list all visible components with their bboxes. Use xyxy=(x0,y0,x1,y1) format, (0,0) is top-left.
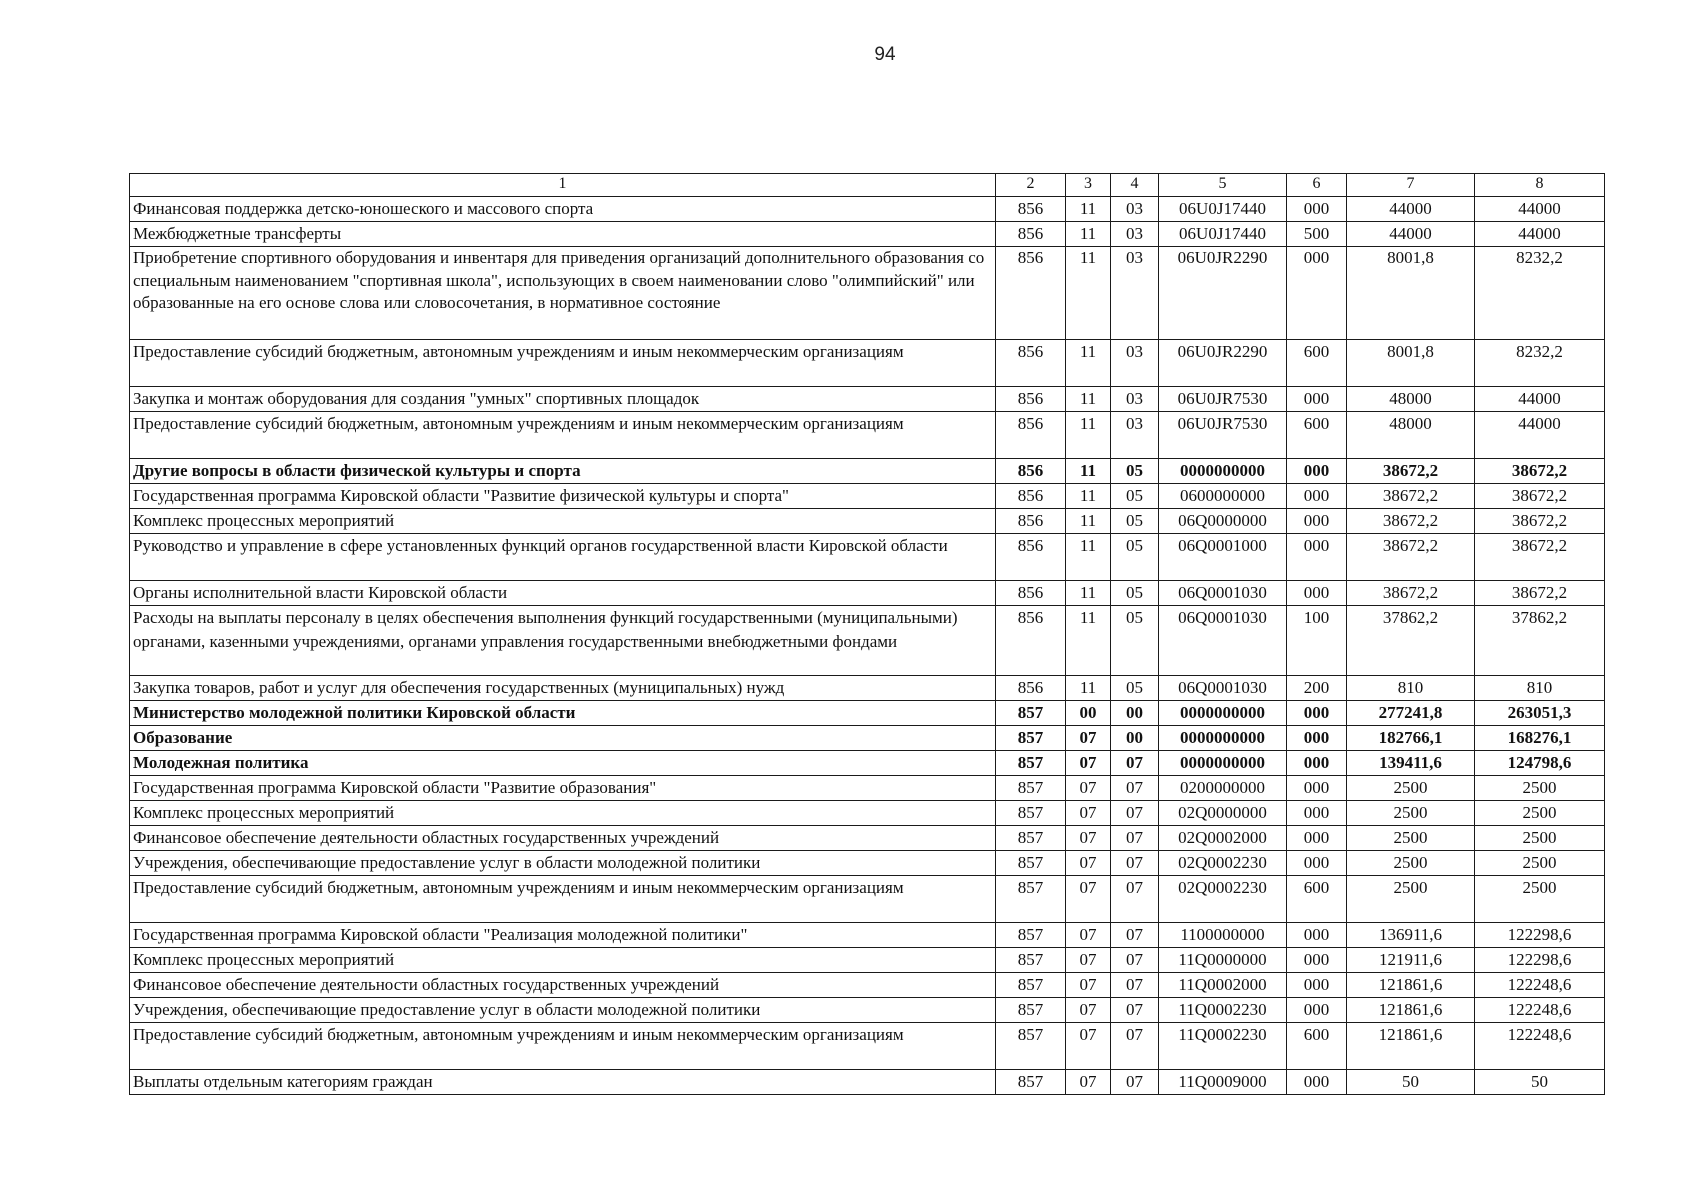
amount-year1-cell: 2500 xyxy=(1347,801,1475,826)
subsection-code-cell: 07 xyxy=(1111,776,1159,801)
table-row xyxy=(130,484,1605,509)
ministry-code-cell: 856 xyxy=(996,581,1066,606)
amount-year2-cell: 2500 xyxy=(1475,876,1605,923)
target-article-cell: 0000000000 xyxy=(1159,459,1287,484)
amount-year1-cell: 810 xyxy=(1347,676,1475,701)
target-article-cell: 0200000000 xyxy=(1159,776,1287,801)
item-name-cell: Образование xyxy=(130,726,996,751)
target-article-cell: 0000000000 xyxy=(1159,751,1287,776)
target-article-cell: 06U0J17440 xyxy=(1159,197,1287,222)
ministry-code-cell: 857 xyxy=(996,923,1066,948)
subsection-code-cell: 03 xyxy=(1111,247,1159,340)
target-article-cell: 06Q0001030 xyxy=(1159,676,1287,701)
ministry-code-cell: 857 xyxy=(996,826,1066,851)
amount-year2-cell: 2500 xyxy=(1475,776,1605,801)
table-row xyxy=(130,948,1605,973)
ministry-code-cell: 857 xyxy=(996,726,1066,751)
item-name-cell: Другие вопросы в области физической культуры и спорта xyxy=(130,459,996,484)
header-cell: 2 xyxy=(996,174,1066,197)
subsection-code-cell: 07 xyxy=(1111,948,1159,973)
subsection-code-cell: 07 xyxy=(1111,923,1159,948)
target-article-cell: 0600000000 xyxy=(1159,484,1287,509)
amount-year1-cell: 136911,6 xyxy=(1347,923,1475,948)
item-name-cell: Молодежная политика xyxy=(130,751,996,776)
item-name-cell: Комплекс процессных мероприятий xyxy=(130,801,996,826)
expense-type-cell: 600 xyxy=(1287,340,1347,387)
subsection-code-cell: 07 xyxy=(1111,801,1159,826)
table-row xyxy=(130,826,1605,851)
target-article-cell: 06U0J17440 xyxy=(1159,222,1287,247)
header-cell: 1 xyxy=(130,174,996,197)
subsection-code-cell: 05 xyxy=(1111,676,1159,701)
header-cell: 3 xyxy=(1066,174,1111,197)
subsection-code-cell: 05 xyxy=(1111,509,1159,534)
item-name-cell: Предоставление субсидий бюджетным, автономным учреждениям и иным некоммерческим организациям xyxy=(130,340,996,387)
section-code-cell: 07 xyxy=(1066,851,1111,876)
amount-year1-cell: 38672,2 xyxy=(1347,459,1475,484)
amount-year1-cell: 121911,6 xyxy=(1347,948,1475,973)
item-name-cell: Предоставление субсидий бюджетным, автономным учреждениям и иным некоммерческим организациям xyxy=(130,412,996,459)
section-code-cell: 11 xyxy=(1066,222,1111,247)
amount-year2-cell: 37862,2 xyxy=(1475,606,1605,676)
section-code-cell: 11 xyxy=(1066,509,1111,534)
section-code-cell: 11 xyxy=(1066,197,1111,222)
amount-year2-cell: 44000 xyxy=(1475,412,1605,459)
expense-type-cell: 000 xyxy=(1287,851,1347,876)
ministry-code-cell: 856 xyxy=(996,222,1066,247)
ministry-code-cell: 856 xyxy=(996,412,1066,459)
section-code-cell: 11 xyxy=(1066,459,1111,484)
amount-year2-cell: 38672,2 xyxy=(1475,509,1605,534)
table-row xyxy=(130,851,1605,876)
ministry-code-cell: 856 xyxy=(996,247,1066,340)
table-row xyxy=(130,581,1605,606)
subsection-code-cell: 03 xyxy=(1111,340,1159,387)
amount-year1-cell: 38672,2 xyxy=(1347,534,1475,581)
amount-year2-cell: 122248,6 xyxy=(1475,1023,1605,1070)
ministry-code-cell: 857 xyxy=(996,1070,1066,1095)
ministry-code-cell: 857 xyxy=(996,1023,1066,1070)
table-row xyxy=(130,606,1605,676)
expense-type-cell: 100 xyxy=(1287,606,1347,676)
target-article-cell: 11Q0002000 xyxy=(1159,973,1287,998)
section-code-cell: 07 xyxy=(1066,948,1111,973)
table-row xyxy=(130,1023,1605,1070)
section-code-cell: 07 xyxy=(1066,1070,1111,1095)
amount-year2-cell: 122248,6 xyxy=(1475,973,1605,998)
subsection-code-cell: 07 xyxy=(1111,1023,1159,1070)
ministry-code-cell: 857 xyxy=(996,851,1066,876)
ministry-code-cell: 857 xyxy=(996,701,1066,726)
amount-year2-cell: 263051,3 xyxy=(1475,701,1605,726)
expense-type-cell: 000 xyxy=(1287,247,1347,340)
target-article-cell: 06Q0001000 xyxy=(1159,534,1287,581)
amount-year1-cell: 48000 xyxy=(1347,387,1475,412)
subsection-code-cell: 05 xyxy=(1111,459,1159,484)
amount-year1-cell: 2500 xyxy=(1347,876,1475,923)
table-row xyxy=(130,197,1605,222)
table-row xyxy=(130,1070,1605,1095)
target-article-cell: 02Q0002000 xyxy=(1159,826,1287,851)
amount-year1-cell: 277241,8 xyxy=(1347,701,1475,726)
expense-type-cell: 000 xyxy=(1287,484,1347,509)
expense-type-cell: 000 xyxy=(1287,801,1347,826)
ministry-code-cell: 856 xyxy=(996,387,1066,412)
amount-year1-cell: 44000 xyxy=(1347,197,1475,222)
target-article-cell: 06Q0000000 xyxy=(1159,509,1287,534)
section-code-cell: 11 xyxy=(1066,484,1111,509)
section-code-cell: 11 xyxy=(1066,387,1111,412)
target-article-cell: 06U0JR7530 xyxy=(1159,412,1287,459)
target-article-cell: 11Q0009000 xyxy=(1159,1070,1287,1095)
item-name-cell: Межбюджетные трансферты xyxy=(130,222,996,247)
amount-year1-cell: 139411,6 xyxy=(1347,751,1475,776)
target-article-cell: 0000000000 xyxy=(1159,701,1287,726)
section-code-cell: 11 xyxy=(1066,247,1111,340)
amount-year2-cell: 2500 xyxy=(1475,801,1605,826)
amount-year1-cell: 2500 xyxy=(1347,776,1475,801)
subsection-code-cell: 07 xyxy=(1111,826,1159,851)
table-row xyxy=(130,923,1605,948)
expense-type-cell: 000 xyxy=(1287,726,1347,751)
expense-type-cell: 000 xyxy=(1287,948,1347,973)
expense-type-cell: 000 xyxy=(1287,1070,1347,1095)
target-article-cell: 11Q0000000 xyxy=(1159,948,1287,973)
expense-type-cell: 000 xyxy=(1287,998,1347,1023)
section-code-cell: 11 xyxy=(1066,412,1111,459)
amount-year1-cell: 121861,6 xyxy=(1347,1023,1475,1070)
target-article-cell: 0000000000 xyxy=(1159,726,1287,751)
expense-type-cell: 000 xyxy=(1287,581,1347,606)
expense-type-cell: 000 xyxy=(1287,534,1347,581)
header-row xyxy=(130,174,1605,197)
target-article-cell: 06U0JR2290 xyxy=(1159,247,1287,340)
expense-type-cell: 000 xyxy=(1287,826,1347,851)
expense-type-cell: 000 xyxy=(1287,751,1347,776)
item-name-cell: Государственная программа Кировской области "Развитие образования" xyxy=(130,776,996,801)
item-name-cell: Комплекс процессных мероприятий xyxy=(130,509,996,534)
section-code-cell: 07 xyxy=(1066,876,1111,923)
amount-year1-cell: 8001,8 xyxy=(1347,340,1475,387)
section-code-cell: 11 xyxy=(1066,534,1111,581)
ministry-code-cell: 856 xyxy=(996,676,1066,701)
target-article-cell: 06Q0001030 xyxy=(1159,581,1287,606)
table-row xyxy=(130,459,1605,484)
item-name-cell: Выплаты отдельным категориям граждан xyxy=(130,1070,996,1095)
ministry-code-cell: 857 xyxy=(996,998,1066,1023)
amount-year1-cell: 38672,2 xyxy=(1347,484,1475,509)
page-number: 94 xyxy=(874,44,896,65)
amount-year1-cell: 121861,6 xyxy=(1347,998,1475,1023)
table-row xyxy=(130,998,1605,1023)
item-name-cell: Финансовое обеспечение деятельности областных государственных учреждений xyxy=(130,826,996,851)
header-cell: 6 xyxy=(1287,174,1347,197)
ministry-code-cell: 857 xyxy=(996,776,1066,801)
budget-table xyxy=(129,173,1605,1095)
target-article-cell: 06U0JR7530 xyxy=(1159,387,1287,412)
amount-year2-cell: 38672,2 xyxy=(1475,484,1605,509)
table-row xyxy=(130,534,1605,581)
header-cell: 8 xyxy=(1475,174,1605,197)
ministry-code-cell: 857 xyxy=(996,948,1066,973)
ministry-code-cell: 856 xyxy=(996,484,1066,509)
amount-year2-cell: 44000 xyxy=(1475,387,1605,412)
table-row xyxy=(130,247,1605,340)
target-article-cell: 11Q0002230 xyxy=(1159,998,1287,1023)
expense-type-cell: 000 xyxy=(1287,459,1347,484)
amount-year1-cell: 2500 xyxy=(1347,826,1475,851)
table-row xyxy=(130,801,1605,826)
item-name-cell: Комплекс процессных мероприятий xyxy=(130,948,996,973)
subsection-code-cell: 00 xyxy=(1111,726,1159,751)
amount-year2-cell: 38672,2 xyxy=(1475,534,1605,581)
amount-year2-cell: 122298,6 xyxy=(1475,923,1605,948)
amount-year2-cell: 122248,6 xyxy=(1475,998,1605,1023)
table-row xyxy=(130,387,1605,412)
subsection-code-cell: 03 xyxy=(1111,197,1159,222)
amount-year2-cell: 168276,1 xyxy=(1475,726,1605,751)
section-code-cell: 07 xyxy=(1066,1023,1111,1070)
item-name-cell: Финансовое обеспечение деятельности областных государственных учреждений xyxy=(130,973,996,998)
expense-type-cell: 200 xyxy=(1287,676,1347,701)
amount-year2-cell: 8232,2 xyxy=(1475,247,1605,340)
ministry-code-cell: 856 xyxy=(996,340,1066,387)
ministry-code-cell: 856 xyxy=(996,509,1066,534)
section-code-cell: 07 xyxy=(1066,826,1111,851)
amount-year1-cell: 44000 xyxy=(1347,222,1475,247)
item-name-cell: Министерство молодежной политики Кировской области xyxy=(130,701,996,726)
table-row xyxy=(130,412,1605,459)
item-name-cell: Финансовая поддержка детско-юношеского и массового спорта xyxy=(130,197,996,222)
ministry-code-cell: 856 xyxy=(996,459,1066,484)
section-code-cell: 07 xyxy=(1066,776,1111,801)
item-name-cell: Приобретение спортивного оборудования и инвентаря для приведения организаций дополнительного образования со специальным наименованием "спортивная школа", использующих в своем наименовании слово "олимпийский" или образованные на его основе слова или словосочетания, в нормативное состояние xyxy=(130,247,996,340)
item-name-cell: Предоставление субсидий бюджетным, автономным учреждениям и иным некоммерческим организациям xyxy=(130,1023,996,1070)
ministry-code-cell: 856 xyxy=(996,197,1066,222)
amount-year2-cell: 38672,2 xyxy=(1475,459,1605,484)
header-cell: 7 xyxy=(1347,174,1475,197)
table-row xyxy=(130,676,1605,701)
subsection-code-cell: 07 xyxy=(1111,973,1159,998)
expense-type-cell: 600 xyxy=(1287,1023,1347,1070)
amount-year1-cell: 2500 xyxy=(1347,851,1475,876)
subsection-code-cell: 03 xyxy=(1111,412,1159,459)
table-row xyxy=(130,726,1605,751)
expense-type-cell: 000 xyxy=(1287,973,1347,998)
section-code-cell: 07 xyxy=(1066,923,1111,948)
expense-type-cell: 000 xyxy=(1287,923,1347,948)
target-article-cell: 1100000000 xyxy=(1159,923,1287,948)
expense-type-cell: 000 xyxy=(1287,701,1347,726)
amount-year1-cell: 121861,6 xyxy=(1347,973,1475,998)
amount-year2-cell: 124798,6 xyxy=(1475,751,1605,776)
subsection-code-cell: 05 xyxy=(1111,581,1159,606)
subsection-code-cell: 07 xyxy=(1111,851,1159,876)
ministry-code-cell: 857 xyxy=(996,801,1066,826)
table-row xyxy=(130,222,1605,247)
header-cell: 5 xyxy=(1159,174,1287,197)
subsection-code-cell: 00 xyxy=(1111,701,1159,726)
section-code-cell: 11 xyxy=(1066,340,1111,387)
item-name-cell: Предоставление субсидий бюджетным, автономным учреждениям и иным некоммерческим организациям xyxy=(130,876,996,923)
table-row xyxy=(130,876,1605,923)
expense-type-cell: 000 xyxy=(1287,509,1347,534)
table-row xyxy=(130,701,1605,726)
item-name-cell: Закупка и монтаж оборудования для создания "умных" спортивных площадок xyxy=(130,387,996,412)
section-code-cell: 11 xyxy=(1066,581,1111,606)
amount-year1-cell: 50 xyxy=(1347,1070,1475,1095)
item-name-cell: Расходы на выплаты персоналу в целях обеспечения выполнения функций государственными (муниципальными) органами, казенными учреждениями, органами управления государственными внебюджетными фондами xyxy=(130,606,996,676)
expense-type-cell: 600 xyxy=(1287,412,1347,459)
ministry-code-cell: 857 xyxy=(996,876,1066,923)
subsection-code-cell: 07 xyxy=(1111,751,1159,776)
section-code-cell: 07 xyxy=(1066,973,1111,998)
subsection-code-cell: 07 xyxy=(1111,1070,1159,1095)
item-name-cell: Закупка товаров, работ и услуг для обеспечения государственных (муниципальных) нужд xyxy=(130,676,996,701)
amount-year1-cell: 37862,2 xyxy=(1347,606,1475,676)
subsection-code-cell: 03 xyxy=(1111,222,1159,247)
ministry-code-cell: 856 xyxy=(996,534,1066,581)
table-row xyxy=(130,340,1605,387)
expense-type-cell: 000 xyxy=(1287,387,1347,412)
expense-type-cell: 000 xyxy=(1287,197,1347,222)
amount-year1-cell: 38672,2 xyxy=(1347,581,1475,606)
amount-year1-cell: 182766,1 xyxy=(1347,726,1475,751)
amount-year2-cell: 810 xyxy=(1475,676,1605,701)
table-row xyxy=(130,751,1605,776)
subsection-code-cell: 07 xyxy=(1111,998,1159,1023)
section-code-cell: 07 xyxy=(1066,801,1111,826)
amount-year2-cell: 50 xyxy=(1475,1070,1605,1095)
subsection-code-cell: 07 xyxy=(1111,876,1159,923)
item-name-cell: Государственная программа Кировской области "Реализация молодежной политики" xyxy=(130,923,996,948)
subsection-code-cell: 05 xyxy=(1111,534,1159,581)
section-code-cell: 07 xyxy=(1066,726,1111,751)
amount-year2-cell: 38672,2 xyxy=(1475,581,1605,606)
target-article-cell: 06Q0001030 xyxy=(1159,606,1287,676)
section-code-cell: 11 xyxy=(1066,606,1111,676)
amount-year1-cell: 48000 xyxy=(1347,412,1475,459)
subsection-code-cell: 03 xyxy=(1111,387,1159,412)
item-name-cell: Учреждения, обеспечивающие предоставление услуг в области молодежной политики xyxy=(130,851,996,876)
amount-year1-cell: 38672,2 xyxy=(1347,509,1475,534)
subsection-code-cell: 05 xyxy=(1111,606,1159,676)
amount-year2-cell: 122298,6 xyxy=(1475,948,1605,973)
header-cell: 4 xyxy=(1111,174,1159,197)
item-name-cell: Государственная программа Кировской области "Развитие физической культуры и спорта" xyxy=(130,484,996,509)
expense-type-cell: 500 xyxy=(1287,222,1347,247)
expense-type-cell: 600 xyxy=(1287,876,1347,923)
section-code-cell: 11 xyxy=(1066,676,1111,701)
table-row xyxy=(130,973,1605,998)
table-row xyxy=(130,776,1605,801)
table-row xyxy=(130,509,1605,534)
section-code-cell: 07 xyxy=(1066,751,1111,776)
amount-year2-cell: 44000 xyxy=(1475,197,1605,222)
amount-year2-cell: 44000 xyxy=(1475,222,1605,247)
ministry-code-cell: 856 xyxy=(996,606,1066,676)
ministry-code-cell: 857 xyxy=(996,751,1066,776)
item-name-cell: Органы исполнительной власти Кировской области xyxy=(130,581,996,606)
target-article-cell: 02Q0002230 xyxy=(1159,851,1287,876)
item-name-cell: Руководство и управление в сфере установленных функций органов государственной власти Кировской области xyxy=(130,534,996,581)
subsection-code-cell: 05 xyxy=(1111,484,1159,509)
amount-year2-cell: 8232,2 xyxy=(1475,340,1605,387)
amount-year2-cell: 2500 xyxy=(1475,826,1605,851)
section-code-cell: 00 xyxy=(1066,701,1111,726)
amount-year1-cell: 8001,8 xyxy=(1347,247,1475,340)
target-article-cell: 06U0JR2290 xyxy=(1159,340,1287,387)
section-code-cell: 07 xyxy=(1066,998,1111,1023)
amount-year2-cell: 2500 xyxy=(1475,851,1605,876)
ministry-code-cell: 857 xyxy=(996,973,1066,998)
target-article-cell: 11Q0002230 xyxy=(1159,1023,1287,1070)
target-article-cell: 02Q0002230 xyxy=(1159,876,1287,923)
target-article-cell: 02Q0000000 xyxy=(1159,801,1287,826)
item-name-cell: Учреждения, обеспечивающие предоставление услуг в области молодежной политики xyxy=(130,998,996,1023)
expense-type-cell: 000 xyxy=(1287,776,1347,801)
